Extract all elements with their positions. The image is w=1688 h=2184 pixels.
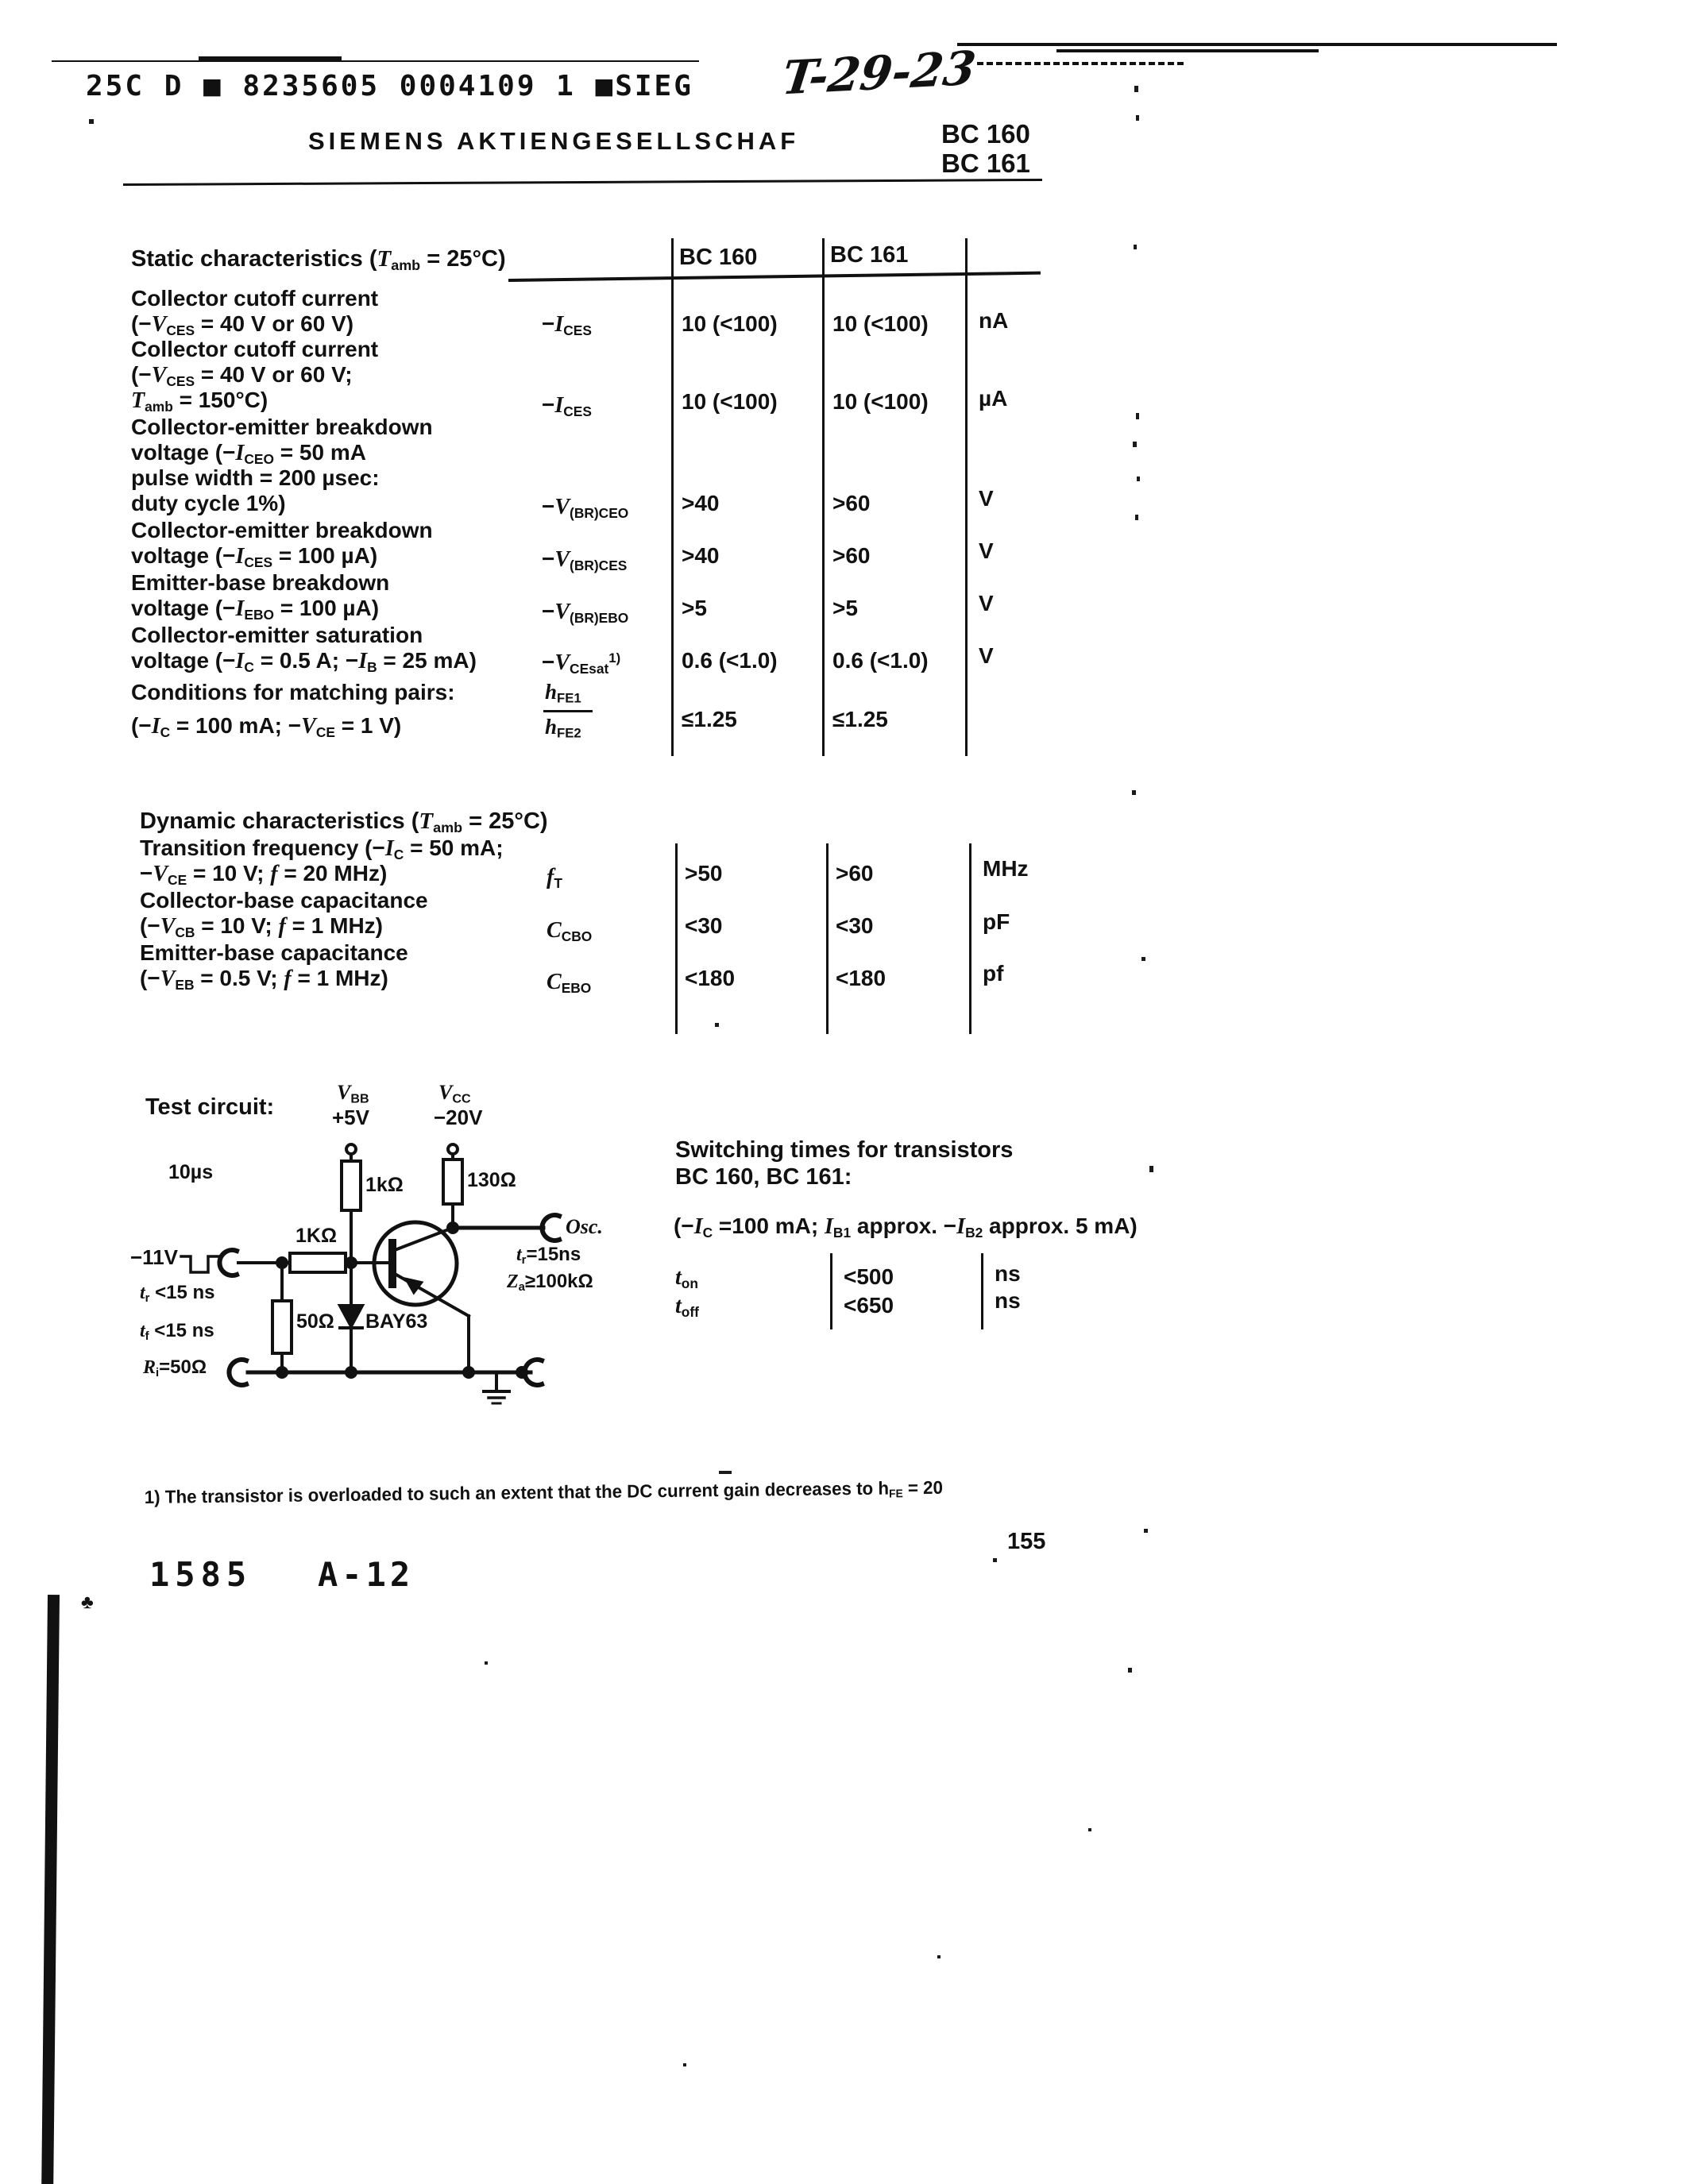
row-symbol: −V(BR)CES <box>542 546 628 573</box>
transistor-base-bar <box>390 1241 395 1287</box>
row-symbol: CCBO <box>547 918 593 944</box>
row-label: Collector cutoff current <box>131 337 379 361</box>
value-bc161: <180 <box>836 966 886 990</box>
emitter-arrow-icon <box>407 1279 421 1292</box>
value-bc160: 0.6 (<1.0) <box>682 648 778 673</box>
row-unit: V <box>979 591 994 615</box>
scan-speck <box>1137 477 1140 481</box>
scan-speck <box>485 1661 488 1665</box>
scan-speck <box>1149 1166 1153 1172</box>
row-label: (−VCES = 40 V or 60 V; <box>131 362 353 389</box>
dynamic-column-rule <box>826 843 829 1034</box>
switching-value: <500 <box>844 1264 894 1289</box>
row-unit: pF <box>983 909 1010 934</box>
dynamic-section-title: Dynamic characteristics (Tamb = 25°C) <box>140 808 548 836</box>
node-dot <box>346 1368 356 1377</box>
resistor-vbb <box>342 1161 361 1210</box>
value-bc160: 10 (<100) <box>682 389 778 414</box>
static-section-title: Static characteristics (Tamb = 25°C) <box>131 246 506 274</box>
row-label: (−IC = 100 mA; −VCE = 1 V) <box>131 713 402 740</box>
input-fall-time-label: tf <15 ns <box>140 1320 214 1344</box>
resistor-vbb-label: 1kΩ <box>365 1174 404 1196</box>
scan-speck <box>719 1471 732 1474</box>
row-unit: nA <box>979 308 1009 333</box>
input-voltage-label: −11V <box>130 1245 179 1269</box>
row-symbol-denominator: hFE2 <box>545 715 581 741</box>
row-label: Emitter-base capacitance <box>140 940 408 965</box>
row-label: Emitter-base breakdown <box>131 570 390 595</box>
row-label: (−VEB = 0.5 V; f = 1 MHz) <box>140 966 388 993</box>
switching-column-rule <box>981 1253 983 1329</box>
scan-line <box>1056 49 1319 52</box>
row-unit: µA <box>979 386 1008 411</box>
ocr-header-line: 25C D ■ 8235605 0004109 1 ■SIEG <box>86 70 693 102</box>
scan-speck <box>1134 245 1137 249</box>
connector-icon <box>229 1360 246 1385</box>
scan-speck <box>1134 86 1138 92</box>
pulse-waveform-icon <box>181 1256 219 1272</box>
row-symbol: −V(BR)CEO <box>542 494 629 521</box>
fraction-bar <box>543 710 593 712</box>
scan-speck <box>1088 1828 1091 1831</box>
scan-speck <box>683 2063 686 2066</box>
scan-speck <box>1128 1668 1132 1673</box>
row-label: pulse width = 200 µsec: <box>131 465 380 490</box>
test-circuit-title: Test circuit: <box>145 1094 275 1120</box>
value-bc161: 10 (<100) <box>832 389 929 414</box>
value-bc160: <180 <box>685 966 736 990</box>
row-label: Transition frequency (−IC = 50 mA; <box>140 835 504 862</box>
value-bc161: ≤1.25 <box>832 707 888 731</box>
scan-speck <box>1133 442 1137 447</box>
scan-line <box>199 56 342 60</box>
node-dot <box>277 1368 287 1377</box>
value-bc161: >60 <box>832 491 871 515</box>
resistor-shunt <box>272 1301 292 1353</box>
value-bc160: >5 <box>682 596 707 620</box>
switching-title-line1: Switching times for transistors <box>675 1137 1014 1163</box>
row-label: (−VCES = 40 V or 60 V) <box>131 311 354 338</box>
part-number-bc160: BC 160 <box>941 119 1030 149</box>
row-symbol: −ICES <box>542 311 592 338</box>
row-symbol: toff <box>675 1294 699 1320</box>
dynamic-column-rule <box>675 843 678 1034</box>
oscilloscope-label: Osc. <box>566 1215 603 1238</box>
scan-speck <box>1136 413 1139 419</box>
row-unit: V <box>979 486 994 511</box>
value-bc161: 10 (<100) <box>832 311 929 336</box>
resistor-vcc <box>443 1160 462 1204</box>
static-col-header-bc161: BC 161 <box>830 242 909 268</box>
row-symbol-numerator: hFE1 <box>545 680 581 706</box>
switching-column-rule <box>830 1253 832 1329</box>
pulse-width-label: 10µs <box>168 1161 214 1183</box>
row-unit: ns <box>995 1261 1021 1286</box>
scan-dashed-line <box>977 62 1184 65</box>
node-dot <box>464 1368 473 1377</box>
scan-speck <box>1135 515 1138 520</box>
scan-speck <box>1144 1529 1148 1533</box>
value-bc160: 10 (<100) <box>682 311 778 336</box>
footer-code-right: A-12 <box>318 1555 415 1594</box>
input-rise-time-label: tr <15 ns <box>140 1282 215 1306</box>
scan-line <box>52 60 699 62</box>
ground-icon <box>484 1391 509 1403</box>
row-symbol: ton <box>675 1265 698 1291</box>
scan-speck <box>937 1955 941 1958</box>
footnote: 1) The transistor is overloaded to such an extent that the DC current gain decreases to hFE = 20 <box>144 1476 944 1508</box>
row-label: Collector-emitter saturation <box>131 623 423 647</box>
part-number-bc161: BC 161 <box>941 149 1030 178</box>
value-bc161: 0.6 (<1.0) <box>832 648 929 673</box>
value-bc161: <30 <box>836 913 874 938</box>
row-label: −VCE = 10 V; f = 20 MHz) <box>140 861 388 888</box>
switching-title-line2: BC 160, BC 161: <box>675 1164 852 1190</box>
vbb-label: VBB <box>337 1081 369 1106</box>
row-unit: V <box>979 538 994 563</box>
row-unit: ns <box>995 1288 1021 1313</box>
static-column-rule <box>822 238 825 756</box>
switching-value: <650 <box>844 1293 894 1318</box>
static-col-header-bc160: BC 160 <box>679 245 758 270</box>
static-column-rule <box>671 238 674 756</box>
row-label: Tamb = 150°C) <box>131 388 268 415</box>
vcc-value: −20V <box>434 1106 483 1129</box>
connector-icon <box>219 1250 237 1275</box>
value-bc160: <30 <box>685 913 723 938</box>
row-symbol: −V(BR)EBO <box>542 599 629 626</box>
row-label: (−VCB = 10 V; f = 1 MHz) <box>140 913 383 940</box>
row-symbol: fT <box>547 865 562 891</box>
node-dot <box>517 1368 527 1377</box>
resistor-input-label: 1KΩ <box>295 1225 338 1247</box>
handwritten-annotation: T-29-23 <box>778 41 979 106</box>
static-column-rule <box>965 238 968 756</box>
vcc-label: VCC <box>438 1081 471 1106</box>
value-bc161: >5 <box>832 596 858 620</box>
header-rule <box>123 179 1042 186</box>
row-label: Collector cutoff current <box>131 286 379 311</box>
switching-condition: (−IC =100 mA; IB1 approx. −IB2 approx. 5 mA) <box>674 1214 1138 1241</box>
row-unit: V <box>979 643 994 668</box>
diode-label: BAY63 <box>365 1310 428 1333</box>
row-label: voltage (−IEBO = 100 µA) <box>131 596 380 623</box>
row-label: voltage (−IC = 0.5 A; −IB = 25 mA) <box>131 648 477 675</box>
value-bc160: >40 <box>682 543 720 568</box>
row-label: voltage (−ICEO = 50 mA <box>131 440 366 467</box>
row-unit: pf <box>983 961 1004 986</box>
value-bc161: >60 <box>832 543 871 568</box>
vbb-value: +5V <box>332 1106 369 1129</box>
scan-speck <box>993 1558 997 1562</box>
page-number: 155 <box>1007 1529 1046 1554</box>
scan-speck <box>1141 957 1145 961</box>
value-bc160: >40 <box>682 491 720 515</box>
row-unit: MHz <box>983 856 1029 881</box>
row-label: duty cycle 1%) <box>131 491 286 515</box>
value-bc160: >50 <box>685 861 723 886</box>
company-name: SIEMENS AKTIENGESELLSCHAF <box>308 127 800 155</box>
output-rise-time-label: tr=15ns <box>516 1244 581 1268</box>
scan-black-bar <box>41 1595 60 2184</box>
row-symbol: −VCEsat$^{1)}$ <box>542 650 621 677</box>
scan-speck <box>89 119 94 124</box>
output-impedance-label: Za≥100kΩ <box>507 1271 593 1295</box>
row-label: Conditions for matching pairs: <box>131 680 455 704</box>
scan-speck <box>1136 115 1139 121</box>
value-bc160: ≤1.25 <box>682 707 737 731</box>
scan-mark: ♣ <box>81 1592 94 1613</box>
row-symbol: CEBO <box>547 970 592 996</box>
dynamic-column-rule <box>969 843 971 1034</box>
row-symbol: −ICES <box>542 392 592 419</box>
resistor-shunt-label: 50Ω <box>296 1310 334 1333</box>
row-label: Collector-emitter breakdown <box>131 518 433 542</box>
scan-line <box>957 43 1557 46</box>
diode-bay63-icon <box>340 1306 362 1326</box>
resistor-input <box>290 1253 346 1272</box>
scan-speck <box>1132 790 1136 795</box>
source-resistance-label: Ri=50Ω <box>143 1356 207 1380</box>
scan-speck <box>715 1023 719 1027</box>
footer-code-left: 1585 <box>149 1555 253 1594</box>
row-label: Collector-emitter breakdown <box>131 415 433 439</box>
resistor-vcc-label: 130Ω <box>467 1169 516 1191</box>
row-label: voltage (−ICES = 100 µA) <box>131 543 378 570</box>
static-header-rule <box>508 272 1041 282</box>
row-label: Collector-base capacitance <box>140 888 428 913</box>
value-bc161: >60 <box>836 861 874 886</box>
